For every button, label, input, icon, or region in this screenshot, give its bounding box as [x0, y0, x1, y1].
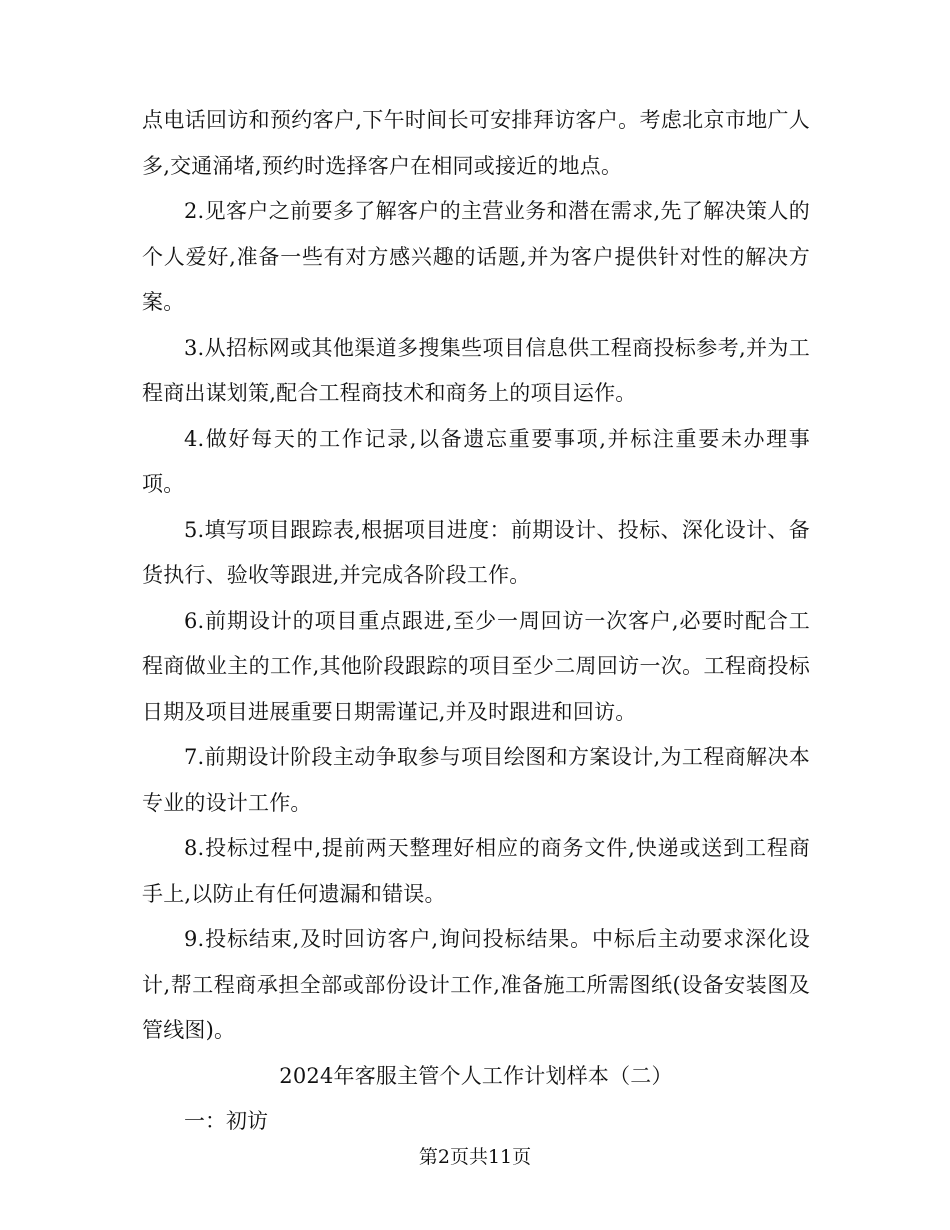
document-body [142, 98, 810, 1145]
page-number-footer: 第2页共11页 [418, 1146, 532, 1168]
paragraph-item-5: 5.填写项目跟踪表,根据项目进度：前期设计、投标、深化设计、备货执行、验收等跟进,并完成各阶段工作。 [142, 517, 810, 587]
paragraph-continued: 点电话回访和预约客户,下午时间长可安排拜访客户。考虑北京市地广人多,交通涌堵,预约时选择客户在相同或接近的地点。 [142, 108, 810, 178]
paragraph-item-7: 7.前期设计阶段主动争取参与项目绘图和方案设计,为工程商解决本专业的设计工作。 [142, 745, 810, 815]
paragraph-item-8: 8.投标过程中,提前两天整理好相应的商务文件,快递或送到工程商手上,以防止有任何遗漏和错误。 [142, 836, 810, 906]
paragraph-item-2: 2.见客户之前要多了解客户的主营业务和潜在需求,先了解决策人的个人爱好,准备一些有对方感兴趣的话题,并为客户提供针对性的解决方案。 [142, 199, 810, 314]
paragraph-item-4: 4.做好每天的工作记录,以备遗忘重要事项,并标注重要未办理事项。 [142, 426, 810, 496]
paragraph-item-3: 3.从招标网或其他渠道多搜集些项目信息供工程商投标参考,并为工程商出谋划策,配合工程商技术和商务上的项目运作。 [142, 335, 810, 405]
subheading: 一：初访 [184, 1109, 268, 1133]
paragraph-item-9: 9.投标结束,及时回访客户,询问投标结果。中标后主动要求深化设计,帮工程商承担全部或部份设计工作,准备施工所需图纸(设备安装图及管线图)。 [142, 927, 810, 1042]
paragraph-item-6: 6.前期设计的项目重点跟进,至少一周回访一次客户,必要时配合工程商做业主的工作,其他阶段跟踪的项目至少二周回访一次。工程商投标日期及项目进展重要日期需谨记,并及时跟进和回访。 [142, 608, 810, 724]
section-title: 2024年客服主管个人工作计划样本（二） [279, 1063, 673, 1088]
